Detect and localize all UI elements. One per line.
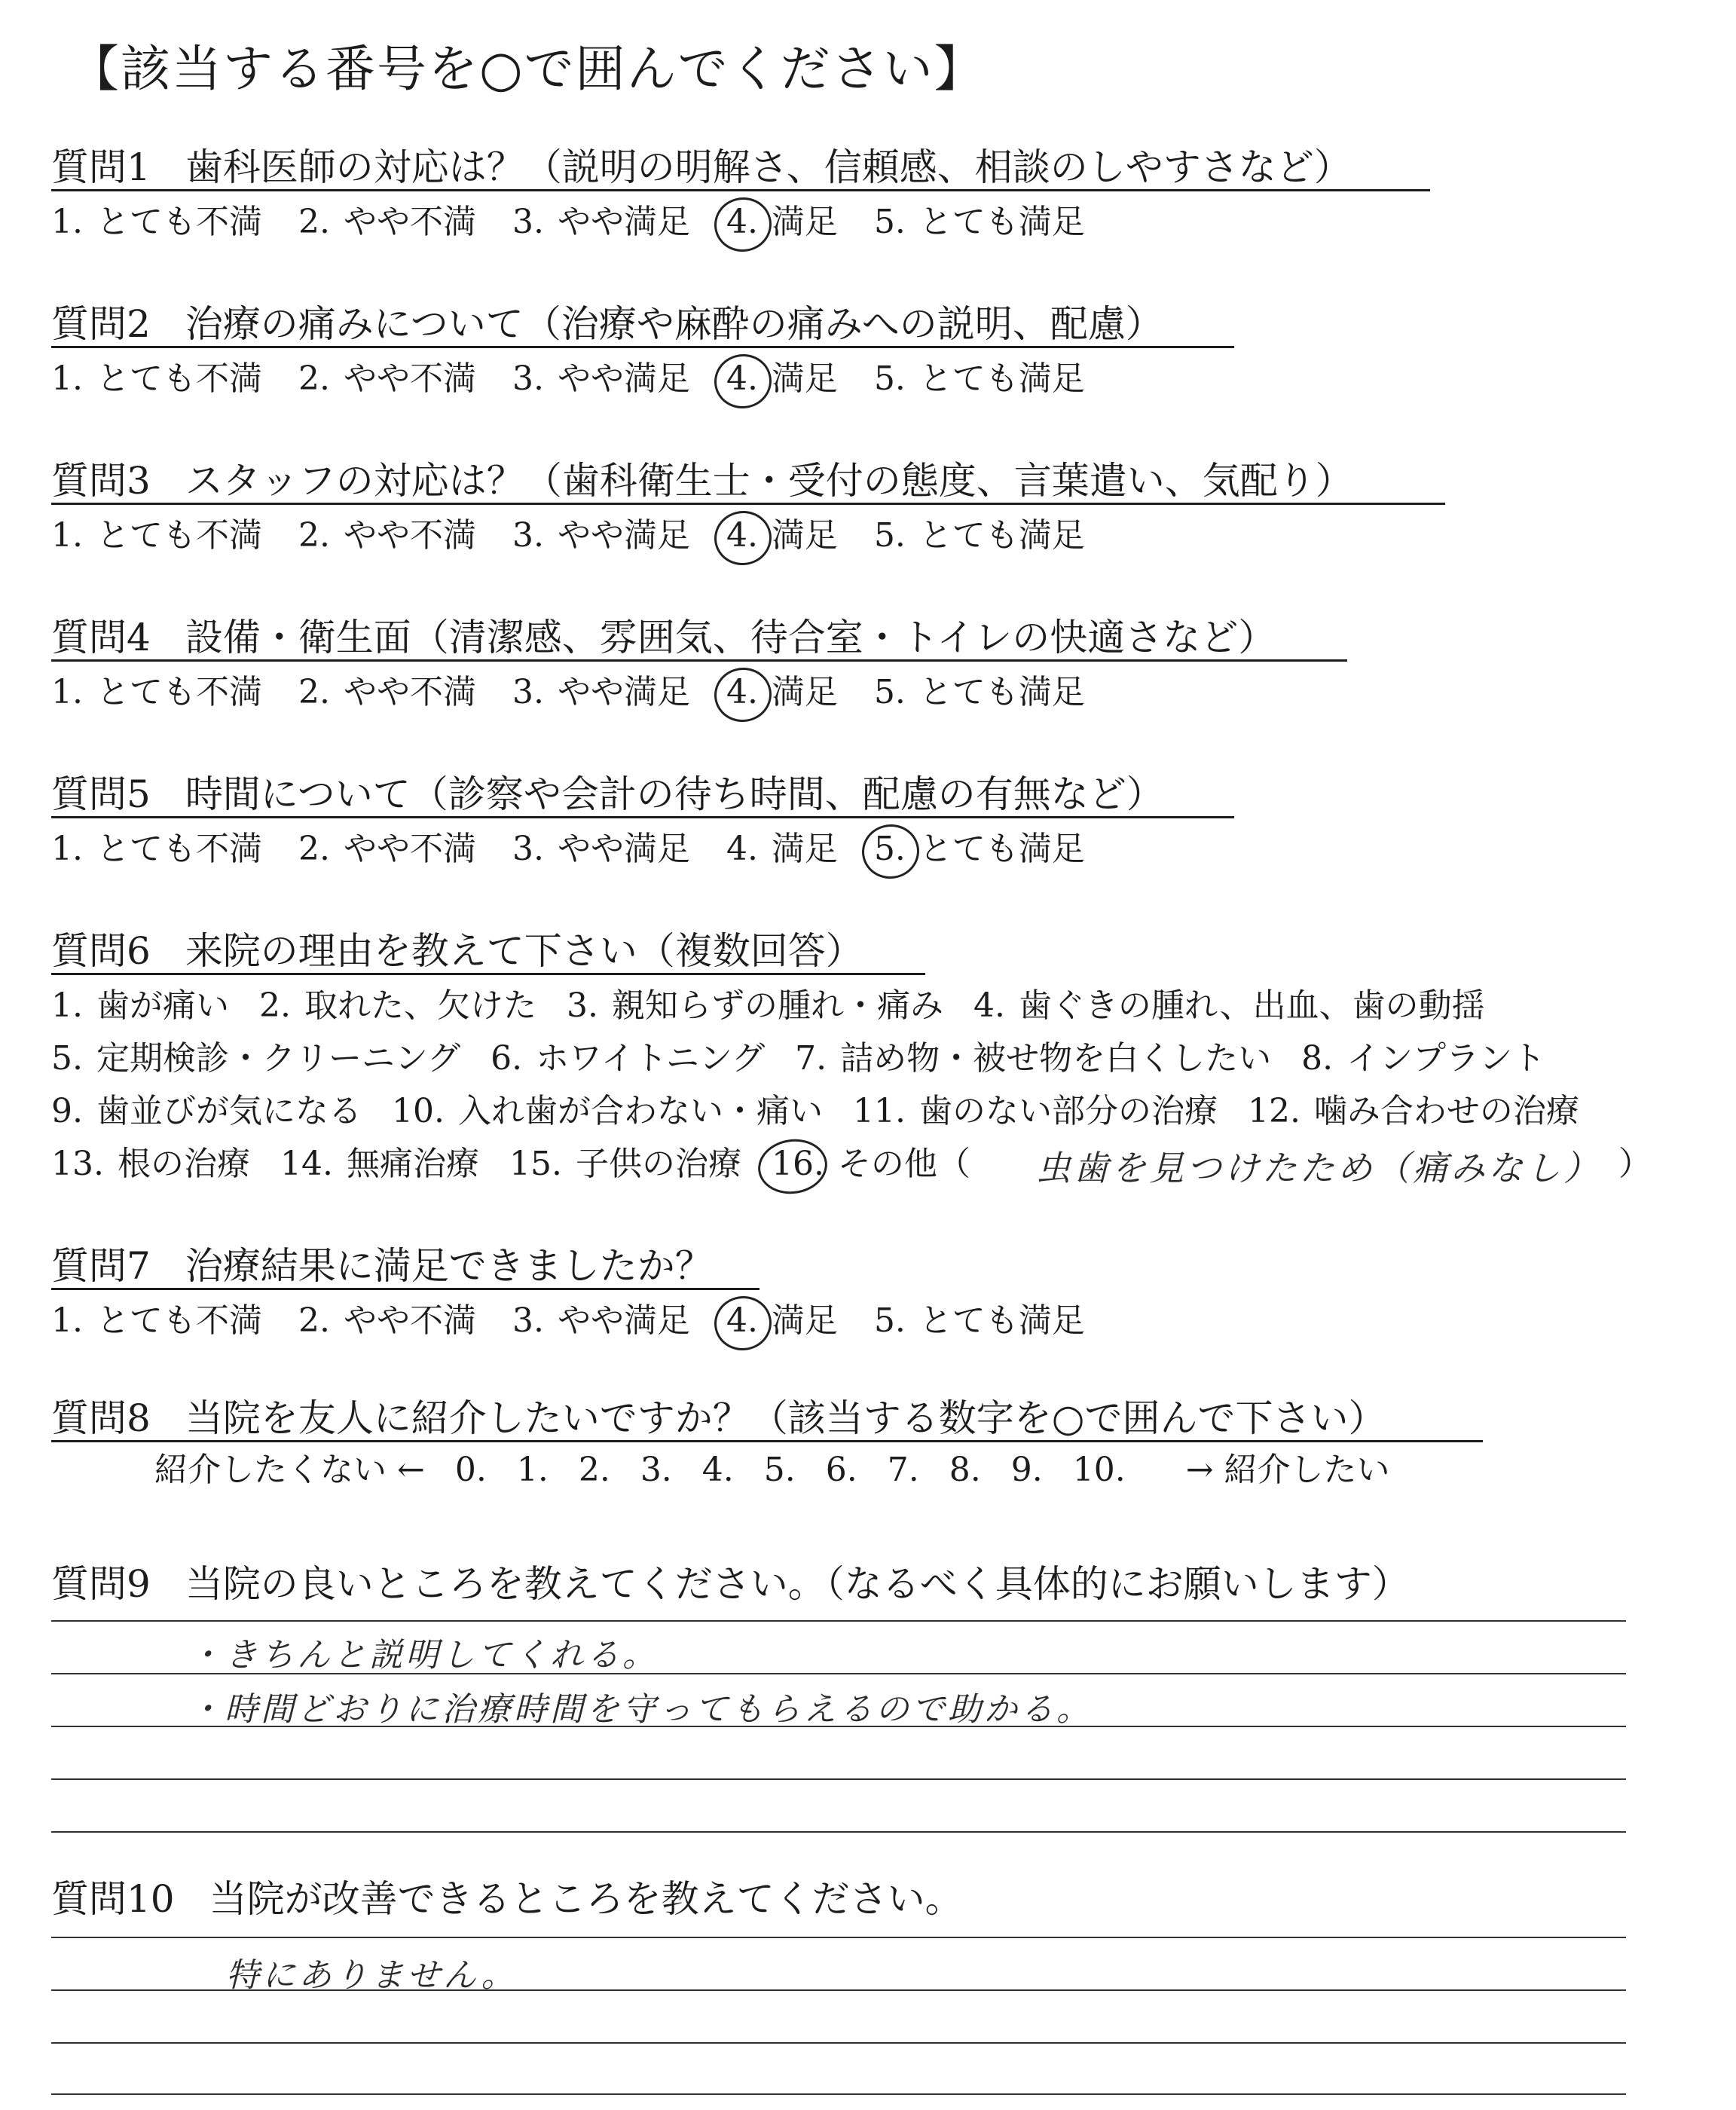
option-label: やや満足 <box>557 1301 690 1340</box>
option-4-selected[interactable] <box>726 357 838 401</box>
option-number: 2. <box>298 516 330 555</box>
question-text: スタッフの対応は？（歯科衛生士・受付の態度、言葉遣い、気配り） <box>185 459 1353 503</box>
option-number: 5. <box>873 203 906 241</box>
question-number: 質問9 <box>51 1562 151 1606</box>
option-label: とても満足 <box>918 516 1085 555</box>
option-label: とても不満 <box>96 1301 262 1340</box>
scale-number[interactable]: 3. <box>640 1451 672 1489</box>
question-text: 治療の痛みについて（治療や麻酔の痛みへの説明、配慮） <box>185 302 1163 346</box>
scale-number[interactable]: 10. <box>1072 1451 1126 1489</box>
option-label: 満足 <box>771 359 838 398</box>
instruction-heading: 【該当する番号を○で囲んでください】 <box>69 40 986 98</box>
question-text: 当院の良いところを教えてください。（なるべく具体的にお願いします） <box>185 1562 1410 1606</box>
option-1[interactable] <box>51 200 262 244</box>
question-underline <box>51 659 1347 662</box>
reason-label: インプラント <box>1346 1039 1546 1078</box>
option-number: 2. <box>298 1301 330 1340</box>
question-2-title <box>51 300 1163 348</box>
option-number: 1. <box>51 673 83 711</box>
question-underline <box>51 189 1430 191</box>
question-number: 質問7 <box>51 1244 151 1288</box>
option-number: 5. <box>873 673 906 711</box>
option-label: やや満足 <box>557 516 690 555</box>
question-number: 質問2 <box>51 302 151 346</box>
good-point-answer-1: ・きちんと説明してくれる。 <box>188 1636 659 1674</box>
question-number: 質問6 <box>51 929 151 973</box>
option-4[interactable] <box>726 827 838 871</box>
answer-line <box>51 1778 1626 1780</box>
reason-number: 15. <box>509 1145 562 1183</box>
answer-line <box>51 2042 1626 2044</box>
option-number: 2. <box>298 359 330 398</box>
option-3[interactable] <box>512 1299 690 1343</box>
option-4-selected[interactable] <box>726 200 838 244</box>
option-number: 3. <box>512 830 544 868</box>
question-number: 質問1 <box>51 145 151 189</box>
option-number: 1. <box>51 516 83 555</box>
question-number: 質問5 <box>51 772 151 816</box>
option-number: 1. <box>51 359 83 398</box>
option-label: とても満足 <box>918 830 1085 868</box>
option-number: 5. <box>873 516 906 555</box>
question-8-title <box>51 1394 1386 1442</box>
improvement-answer: 特にありません。 <box>226 1956 518 1995</box>
answer-line <box>51 1831 1626 1833</box>
option-2[interactable] <box>298 671 476 714</box>
question-text: 当院を友人に紹介したいですか？（該当する数字を○で囲んで下さい） <box>185 1396 1386 1440</box>
option-label: 満足 <box>771 830 838 868</box>
reason-row <box>51 1142 1001 1186</box>
option-number: 2. <box>298 203 330 241</box>
reason-1[interactable] <box>51 984 229 1028</box>
reason-7[interactable] <box>795 1037 1271 1081</box>
option-3[interactable] <box>512 357 690 401</box>
option-number: 4. <box>726 359 758 398</box>
reason-3[interactable] <box>567 984 943 1028</box>
option-1[interactable] <box>51 671 262 714</box>
reason-number: 10. <box>391 1092 445 1130</box>
option-number: 2. <box>298 673 330 711</box>
option-label: やや満足 <box>557 673 690 711</box>
option-number: 4. <box>726 203 758 241</box>
reason-label: 歯のない部分の治療 <box>918 1092 1218 1130</box>
reason-label: 無痛治療 <box>346 1145 479 1183</box>
option-label: とても不満 <box>96 516 262 555</box>
option-5[interactable] <box>874 1299 1085 1343</box>
option-label: とても不満 <box>96 830 262 868</box>
option-5[interactable] <box>874 357 1085 401</box>
option-3[interactable] <box>512 514 690 558</box>
reason-label: その他（ <box>837 1145 970 1183</box>
recommend-scale <box>154 1448 1420 1492</box>
scale-numbers <box>455 1451 1156 1489</box>
question-underline <box>51 1288 760 1290</box>
option-number: 4. <box>726 516 758 555</box>
reason-4[interactable] <box>973 984 1485 1028</box>
reason-14[interactable] <box>280 1142 479 1186</box>
option-number: 3. <box>512 673 544 711</box>
question-underline <box>51 1440 1483 1442</box>
reason-5[interactable] <box>51 1037 460 1081</box>
scale-number[interactable]: 4. <box>701 1451 734 1489</box>
question-5-title <box>51 770 1164 818</box>
option-number: 5. <box>873 359 906 398</box>
option-1[interactable] <box>51 1299 262 1343</box>
reason-number: 1. <box>51 986 83 1025</box>
option-2[interactable] <box>298 200 476 244</box>
option-number: 3. <box>512 203 544 241</box>
scale-left-label: 紹介したくない ← <box>154 1451 425 1489</box>
question-underline <box>51 346 1234 348</box>
scale-number[interactable]: 0. <box>454 1451 487 1489</box>
option-number: 5. <box>873 830 906 868</box>
question-6-title <box>51 927 863 975</box>
question-underline <box>51 973 925 975</box>
reason-label: 親知らずの腫れ・痛み <box>611 986 943 1025</box>
option-1[interactable] <box>51 357 262 401</box>
question-number: 質問8 <box>51 1396 151 1440</box>
option-2[interactable] <box>298 514 476 558</box>
reason-number: 8. <box>1301 1039 1334 1078</box>
answer-line <box>51 2093 1626 2095</box>
reason-number: 3. <box>566 986 598 1025</box>
reason-number: 14. <box>280 1145 333 1183</box>
question-4-options <box>51 671 1121 714</box>
question-10-title <box>51 1875 963 1923</box>
scale-right-label: → 紹介したい <box>1185 1451 1390 1489</box>
reason-15[interactable] <box>509 1142 741 1186</box>
option-label: やや満足 <box>557 203 690 241</box>
option-3[interactable] <box>512 200 690 244</box>
reason-8[interactable] <box>1301 1037 1545 1081</box>
option-label: とても満足 <box>918 673 1085 711</box>
reason-label: 噛み合わせの治療 <box>1313 1092 1579 1130</box>
reason-label: 歯ぐきの腫れ、出血、歯の動揺 <box>1018 986 1485 1025</box>
reason-label: 歯並びが気になる <box>96 1092 362 1130</box>
question-number: 質問10 <box>51 1877 175 1921</box>
reason-label: 根の治療 <box>117 1145 250 1183</box>
option-label: とても満足 <box>918 359 1085 398</box>
reason-row <box>51 984 1515 1028</box>
question-3-options <box>51 514 1121 558</box>
option-2[interactable] <box>298 827 476 871</box>
reason-10[interactable] <box>392 1090 823 1133</box>
reason-12[interactable] <box>1248 1090 1579 1133</box>
question-7-options <box>51 1299 1121 1343</box>
reason-13[interactable] <box>51 1142 250 1186</box>
option-4-selected[interactable] <box>726 1299 838 1343</box>
option-3[interactable] <box>512 671 690 714</box>
option-1[interactable] <box>51 827 262 871</box>
option-number: 2. <box>298 830 330 868</box>
option-label: とても満足 <box>918 203 1085 241</box>
good-point-answer-2: ・時間どおりに治療時間を守ってもらえるので助かる。 <box>188 1690 1093 1729</box>
question-3-title <box>51 457 1353 505</box>
question-text: 来院の理由を教えて下さい（複数回答） <box>185 929 863 973</box>
option-5[interactable] <box>874 200 1085 244</box>
option-label: とても満足 <box>918 1301 1085 1340</box>
option-label: やや不満 <box>343 359 476 398</box>
question-underline <box>51 816 1234 818</box>
option-number: 4. <box>726 673 758 711</box>
reason-number: 16. <box>771 1145 824 1183</box>
option-5-selected[interactable] <box>874 827 1085 871</box>
question-text: 時間について（診察や会計の待ち時間、配慮の有無など） <box>185 772 1164 816</box>
question-number: 質問4 <box>51 616 151 659</box>
option-label: 満足 <box>771 673 838 711</box>
option-number: 4. <box>726 1301 758 1340</box>
option-number: 3. <box>512 1301 544 1340</box>
reason-label: ホワイトニング <box>536 1039 766 1078</box>
scale-number[interactable]: 1. <box>516 1451 549 1489</box>
reason-number: 6. <box>491 1039 523 1078</box>
reason-label: 歯が痛い <box>96 986 229 1025</box>
option-3[interactable] <box>512 827 690 871</box>
question-number: 質問3 <box>51 459 151 503</box>
question-text: 設備・衛生面（清潔感、雰囲気、待合室・トイレの快適さなど） <box>185 616 1276 659</box>
scale-number[interactable]: 6. <box>825 1451 857 1489</box>
option-label: やや満足 <box>557 359 690 398</box>
option-number: 1. <box>51 1301 83 1340</box>
scale-number[interactable]: 9. <box>1010 1451 1043 1489</box>
reason-9[interactable] <box>51 1090 362 1133</box>
question-text: 歯科医師の対応は？（説明の明解さ、信頼感、相談のしやすさなど） <box>185 145 1352 189</box>
option-2[interactable] <box>298 1299 476 1343</box>
question-2-options <box>51 357 1121 401</box>
reason-11[interactable] <box>853 1090 1218 1133</box>
reason-row <box>51 1037 1576 1081</box>
other-reason-handwritten: 虫歯を見つけたため（痛みなし） <box>1036 1148 1601 1188</box>
option-label: とても不満 <box>96 203 262 241</box>
question-9-title <box>51 1560 1410 1608</box>
option-1[interactable] <box>51 514 262 558</box>
question-text: 治療結果に満足できましたか？ <box>185 1244 713 1288</box>
scale-number[interactable]: 2. <box>578 1451 610 1489</box>
option-label: やや不満 <box>343 203 476 241</box>
question-text: 当院が改善できるところを教えてください。 <box>209 1877 963 1921</box>
option-label: やや不満 <box>343 673 476 711</box>
scale-number[interactable]: 7. <box>887 1451 919 1489</box>
option-label: 満足 <box>771 516 838 555</box>
reason-label: 取れた、欠けた <box>304 986 536 1025</box>
reason-6[interactable] <box>491 1037 765 1081</box>
reason-label: 入れ歯が合わない・痛い <box>457 1092 823 1130</box>
question-1-options <box>51 200 1121 244</box>
option-4-selected[interactable] <box>726 514 838 558</box>
option-number: 1. <box>51 830 83 868</box>
question-5-options <box>51 827 1121 871</box>
option-label: 満足 <box>771 1301 838 1340</box>
other-close-paren: ） <box>1618 1145 1652 1183</box>
reason-number: 9. <box>51 1092 83 1130</box>
reason-label: 定期検診・クリーニング <box>96 1039 461 1078</box>
question-4-title <box>51 613 1276 662</box>
option-label: 満足 <box>771 203 838 241</box>
question-underline <box>51 503 1445 505</box>
answer-line <box>51 1620 1626 1622</box>
option-label: やや不満 <box>343 1301 476 1340</box>
option-5[interactable] <box>874 671 1085 714</box>
reason-number: 7. <box>795 1039 827 1078</box>
reason-number: 5. <box>51 1039 83 1078</box>
reason-16-selected[interactable] <box>772 1142 970 1186</box>
option-label: やや不満 <box>343 516 476 555</box>
reason-row <box>51 1090 1609 1133</box>
scale-number[interactable]: 8. <box>949 1451 981 1489</box>
reason-2[interactable] <box>259 984 536 1028</box>
option-number: 3. <box>512 359 544 398</box>
option-2[interactable] <box>298 357 476 401</box>
reason-number: 4. <box>973 986 1005 1025</box>
option-label: やや満足 <box>557 830 690 868</box>
option-label: とても不満 <box>96 673 262 711</box>
reason-number: 2. <box>258 986 291 1025</box>
answer-line <box>51 1937 1626 1938</box>
option-4-selected[interactable] <box>726 671 838 714</box>
reason-number: 13. <box>51 1145 104 1183</box>
reason-label: 詰め物・被せ物を白くしたい <box>840 1039 1272 1078</box>
scale-number[interactable]: 5. <box>763 1451 796 1489</box>
option-number: 4. <box>726 830 758 868</box>
question-1-title <box>51 143 1352 191</box>
option-label: とても不満 <box>96 359 262 398</box>
option-number: 1. <box>51 203 83 241</box>
option-label: やや不満 <box>343 830 476 868</box>
reason-label: 子供の治療 <box>575 1145 741 1183</box>
option-number: 3. <box>512 516 544 555</box>
option-number: 5. <box>873 1301 906 1340</box>
question-7-title <box>51 1242 713 1290</box>
reason-number: 12. <box>1247 1092 1300 1130</box>
reason-number: 11. <box>852 1092 906 1130</box>
option-5[interactable] <box>874 514 1085 558</box>
